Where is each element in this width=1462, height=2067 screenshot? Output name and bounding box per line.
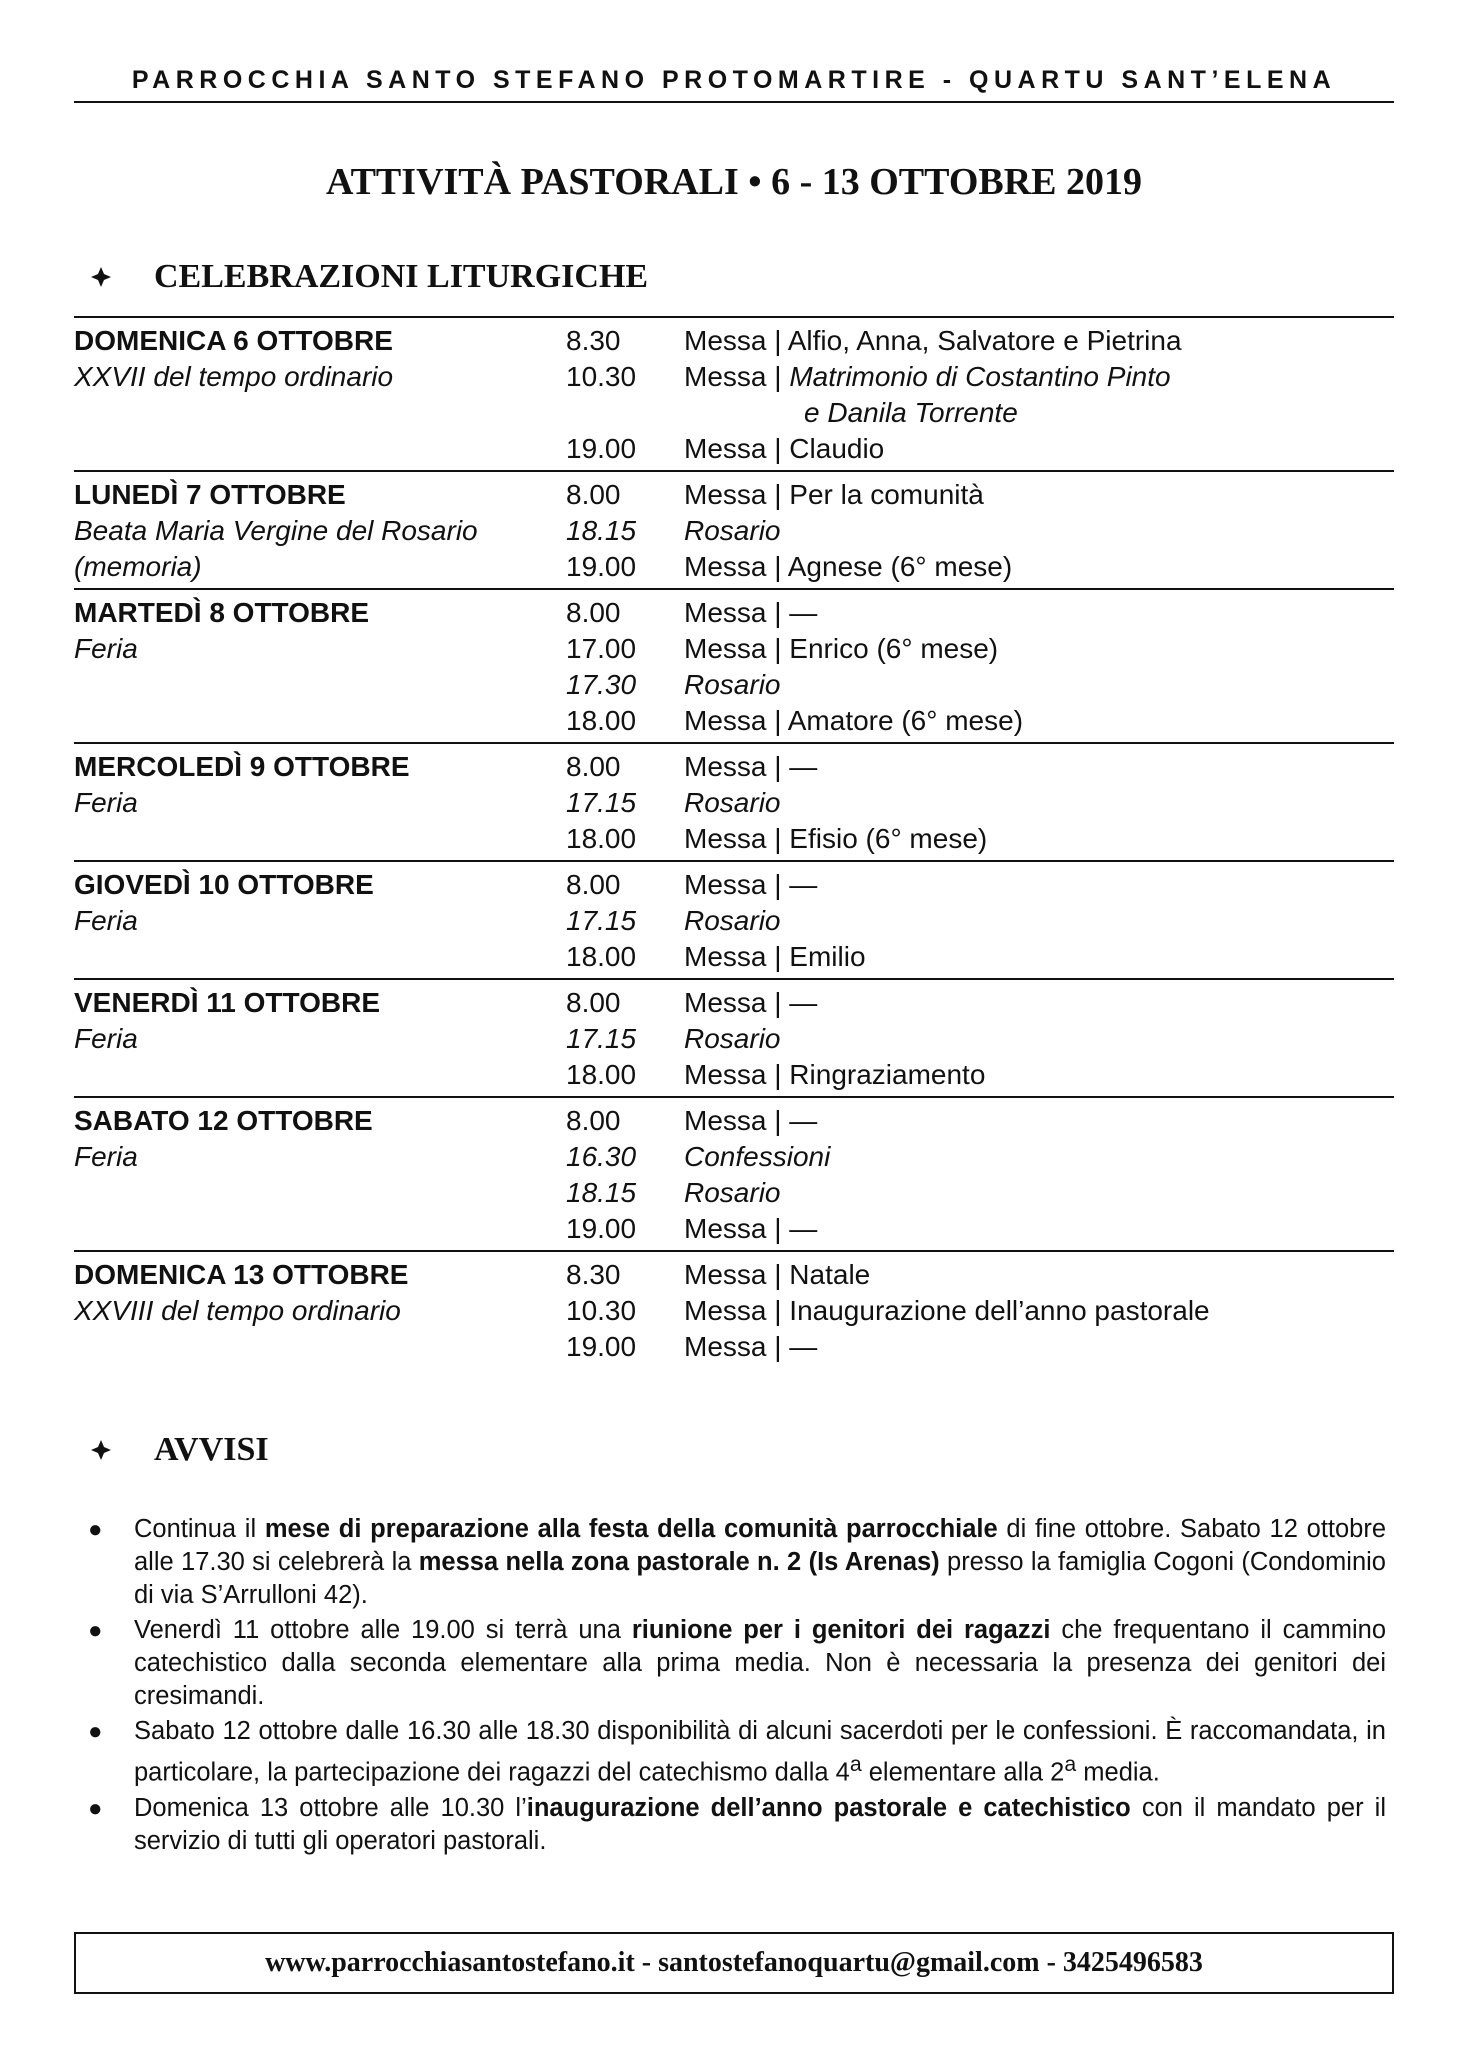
notice-highlight: riunione per i genitori dei ragazzi [631,1616,1051,1644]
event-text: Messa | Emilio [684,941,866,972]
day-name: DOMENICA 6 OTTOBRE [74,325,393,356]
event-time: 8.30 [566,1259,621,1290]
day-name: DOMENICA 13 OTTOBRE [74,1259,409,1290]
event-time: 19.00 [566,551,637,582]
notice-fragment: con il mandato per il servizio di tutti gli operatori pastorali. [134,1793,1386,1855]
event-text: Messa | — [684,751,818,782]
event-row [566,939,1394,975]
event-row [566,595,1394,631]
event-row [566,1139,1394,1175]
day-info [74,867,566,975]
day-info [74,595,566,739]
parish-header: PARROCCHIA SANTO STEFANO PROTOMARTIRE - QUARTU SANT’ELENA [74,66,1394,103]
event-time: 8.00 [566,479,621,510]
event-row [566,395,1394,431]
event-row [566,1257,1394,1293]
day-name: LUNEDÌ 7 OTTOBRE [74,479,346,510]
event-row [566,867,1394,903]
liturgical-note: Feria [74,633,138,664]
event-time: 16.30 [566,1141,637,1172]
event-time: 19.00 [566,1213,637,1244]
event-text: Messa | — [684,1213,818,1244]
bullet-icon: ● [88,1794,103,1822]
event-text: Messa | Inaugurazione dell’anno pastorale [684,1295,1210,1326]
event-text: Messa | — [684,1331,818,1362]
schedule-table [74,316,1394,1368]
notice-item [86,1614,1386,1713]
event-text: Messa | Claudio [684,433,885,464]
notice-fragment: media. [1076,1758,1160,1787]
notice-fragment: presso la famiglia Cogoni (Condominio di via S’Arrulloni 42). [134,1548,1386,1609]
event-description [684,785,1394,821]
event-text: Messa | Efisio (6° mese) [684,823,988,854]
event-row [566,477,1394,513]
day-row [74,978,1394,1096]
event-row [566,1293,1394,1329]
day-name: MERCOLEDÌ 9 OTTOBRE [74,751,410,782]
day-events [566,985,1394,1093]
day-events [566,1257,1394,1365]
event-time: 17.15 [566,905,637,936]
event-text: Messa | [684,361,790,392]
event-row [566,749,1394,785]
event-description [684,985,1394,1021]
event-text: Messa | Enrico (6° mese) [684,633,999,664]
notice-item [86,1715,1386,1790]
event-description [684,1103,1394,1139]
event-time: 8.00 [566,597,621,628]
event-row [566,513,1394,549]
event-description [684,359,1394,395]
event-description [684,1329,1394,1365]
event-row [566,785,1394,821]
bullet-icon: ● [88,1617,103,1644]
bullet-icon: ● [88,1718,103,1745]
event-row [566,1103,1394,1139]
day-row [74,316,1394,470]
event-time: 8.00 [566,869,621,900]
event-description [684,1021,1394,1057]
event-time: 18.15 [566,515,637,546]
day-info [74,1257,566,1365]
section-title: AVVISI [154,1431,269,1468]
event-text: Messa | — [684,1105,818,1136]
event-text: Rosario [684,515,781,546]
liturgical-note: Feria [74,1023,138,1054]
event-description [684,1293,1394,1329]
section-heading-celebrations [88,254,648,300]
event-time: 17.15 [566,787,637,818]
event-text: Rosario [684,787,781,818]
event-time: 18.00 [566,1059,637,1090]
event-text: Rosario [684,1177,781,1208]
event-time: 19.00 [566,433,637,464]
notice-item [86,1513,1386,1612]
day-row [74,742,1394,860]
day-row [74,470,1394,588]
day-events [566,867,1394,975]
section-heading-notices [88,1427,269,1473]
event-time: 18.00 [566,705,637,736]
event-text: Rosario [684,669,781,700]
event-description [684,1257,1394,1293]
notice-item [86,1792,1386,1858]
liturgical-note: Feria [74,787,138,818]
day-info [74,749,566,857]
event-row [566,1329,1394,1365]
event-description [684,631,1394,667]
event-row [566,549,1394,585]
event-row [566,323,1394,359]
event-description [684,395,1394,431]
notice-text [134,1513,1386,1612]
event-row [566,1021,1394,1057]
notice-fragment: Venerdì 11 ottobre alle 19.00 si terrà una [134,1616,632,1644]
event-time: 8.00 [566,987,621,1018]
day-events [566,323,1394,467]
event-time [566,395,684,431]
event-time: 18.00 [566,823,637,854]
event-description [684,1139,1394,1175]
event-row [566,359,1394,395]
notices-list [86,1513,1386,1860]
notice-fragment: che frequentano il cammino catechistico dalla seconda elementare alla prima media. Non è necessaria la presenza dei genitori dei cresimandi. [134,1616,1387,1710]
event-description [684,1211,1394,1247]
notice-fragment: Domenica 13 ottobre alle 10.30 l’ [134,1793,527,1822]
notice-fragment: a [849,1752,862,1776]
event-time: 19.00 [566,1331,637,1362]
event-text: Rosario [684,905,781,936]
event-row [566,1057,1394,1093]
event-description [684,903,1394,939]
event-text: Messa | — [684,987,818,1018]
event-text: Messa | Per la comunità [684,479,984,510]
event-row [566,703,1394,739]
notice-text [134,1792,1386,1858]
day-name: MARTEDÌ 8 OTTOBRE [74,597,370,628]
notice-highlight: messa nella zona pastorale n. 2 (Is Arenas) [418,1548,940,1576]
day-events [566,595,1394,739]
section-title: CELEBRAZIONI LITURGICHE [154,258,649,295]
event-intention: Matrimonio di Costantino Pinto [789,361,1171,392]
event-description [684,939,1394,975]
event-text: Messa | Agnese (6° mese) [684,551,1013,582]
day-events [566,749,1394,857]
day-info [74,477,566,585]
day-info [74,1103,566,1247]
event-description [684,323,1394,359]
event-text: Messa | Natale [684,1259,871,1290]
notice-text [134,1614,1386,1713]
event-time: 10.30 [566,361,637,392]
event-description [684,549,1394,585]
event-text: Confessioni [684,1141,831,1172]
day-info [74,323,566,467]
day-events [566,477,1394,585]
event-description [684,477,1394,513]
event-description [684,867,1394,903]
event-intention: e Danila Torrente [804,397,1018,428]
liturgical-note: XXVII del tempo ordinario [74,361,394,392]
event-time: 18.00 [566,941,637,972]
event-time: 18.15 [566,1177,637,1208]
event-row [566,431,1394,467]
day-name: GIOVEDÌ 10 OTTOBRE [74,869,374,900]
event-row [566,1175,1394,1211]
event-description [684,1175,1394,1211]
event-row [566,667,1394,703]
notice-fragment: di fine ottobre. Sabato 12 ottobre alle 17.30 si celebrerà la [134,1515,1387,1576]
event-description [684,595,1394,631]
event-time: 17.15 [566,1023,637,1054]
event-time: 8.00 [566,751,621,782]
event-text: Messa | Alfio, Anna, Salvatore e Pietrina [684,325,1182,356]
event-row [566,631,1394,667]
event-text: Messa | — [684,869,818,900]
event-row [566,985,1394,1021]
notice-fragment: elementare alla 2 [861,1758,1065,1787]
contact-footer: www.parrocchiasantostefano.it - santostefanoquartu@gmail.com - 3425496583 [74,1932,1394,1994]
event-row [566,903,1394,939]
day-row [74,1250,1394,1368]
event-text: Messa | — [684,597,818,628]
event-text: Rosario [684,1023,781,1054]
event-row [566,821,1394,857]
day-events [566,1103,1394,1247]
event-time: 8.00 [566,1105,621,1136]
event-time: 8.30 [566,325,621,356]
event-description [684,821,1394,857]
day-name: VENERDÌ 11 OTTOBRE [74,987,381,1018]
event-text: Messa | Ringraziamento [684,1059,986,1090]
liturgical-note: Beata Maria Vergine del Rosario [74,515,478,546]
notice-highlight: inaugurazione dell’anno pastorale e catechistico [526,1793,1131,1822]
event-description [684,431,1394,467]
event-description [684,513,1394,549]
day-row [74,1096,1394,1250]
cross-icon [88,264,114,290]
event-description [684,1057,1394,1093]
event-time: 17.30 [566,669,637,700]
cross-icon [88,1437,114,1463]
liturgical-note: Feria [74,905,138,936]
day-row [74,588,1394,742]
day-info [74,985,566,1093]
event-time: 10.30 [566,1295,637,1326]
day-name: SABATO 12 OTTOBRE [74,1105,373,1136]
event-text: Messa | Amatore (6° mese) [684,705,1024,736]
day-row [74,860,1394,978]
event-row [566,1211,1394,1247]
notice-highlight: mese di preparazione alla festa della comunità parrocchiale [264,1515,998,1543]
event-description [684,667,1394,703]
liturgical-note: XXVIII del tempo ordinario [74,1295,401,1326]
event-time: 17.00 [566,633,637,664]
event-description [684,703,1394,739]
liturgical-note: (memoria) [74,551,202,582]
page-title: ATTIVITÀ PASTORALI • 6 - 13 OTTOBRE 2019 [325,161,1143,203]
notice-fragment: Sabato 12 ottobre dalle 16.30 alle 18.30 disponibilità di alcuni sacerdoti per le confessioni. È raccomandata, in particolare, la partecipazione dei ragazzi del catechismo dalla 4 [134,1717,1386,1787]
notice-fragment: a [1064,1752,1077,1776]
notice-text [134,1715,1386,1790]
liturgical-note: Feria [74,1141,138,1172]
event-description [684,749,1394,785]
bullet-icon: ● [88,1516,103,1543]
notice-fragment: Continua il [134,1515,265,1543]
